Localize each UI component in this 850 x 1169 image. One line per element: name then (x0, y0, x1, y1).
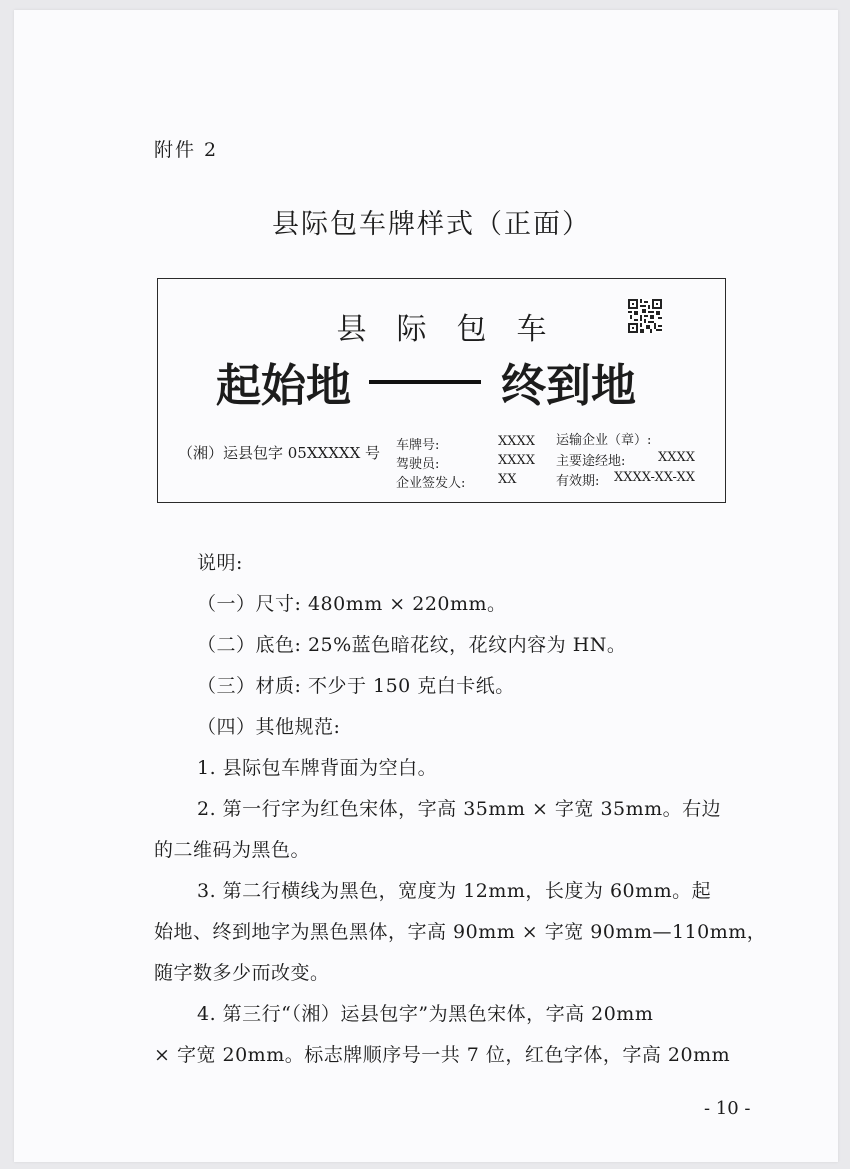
notes-heading: 说明: (197, 552, 243, 574)
note-line: 随字数多少而改变。 (154, 962, 330, 984)
validity-label: 有效期: (556, 474, 600, 489)
attachment-label: 附件 2 (154, 139, 219, 161)
page-number: - 10 - (704, 1098, 751, 1119)
qr-code-icon (628, 299, 662, 333)
issuer-label: 企业签发人: (396, 476, 466, 491)
note-line: 2. 第一行字为红色宋体，字高 35mm × 字宽 35mm。右边 (197, 798, 722, 820)
note-line: × 字宽 20mm。标志牌顺序号一共 7 位，红色字体，字高 20mm (154, 1044, 731, 1066)
route-value: XXXX (658, 450, 696, 465)
note-line: 始地、终到地字为黑色黑体，字高 90mm × 字宽 90mm—110mm， (154, 921, 767, 943)
note-line: （四）其他规范: (197, 716, 341, 738)
route-label: 主要途经地: (556, 454, 626, 469)
note-line: 的二维码为黑色。 (154, 839, 311, 861)
page-title: 县际包车牌样式（正面） (272, 209, 591, 240)
note-line: 1. 县际包车牌背面为空白。 (197, 757, 438, 779)
driver-value: XXXX (498, 453, 536, 468)
document-page (14, 10, 838, 1162)
note-line: （一）尺寸: 480mm × 220mm。 (197, 593, 507, 615)
plate-no-label: 车牌号: (396, 438, 440, 453)
permit-number: （湘）运县包字 05XXXXX 号 (178, 444, 381, 462)
company-label: 运输企业（章）: (556, 433, 652, 448)
destination-text: 终到地 (501, 359, 637, 412)
issuer-value: XX (498, 472, 517, 487)
plate-row1: 县际包车 (336, 312, 577, 347)
charter-plate-sample (157, 278, 726, 503)
note-line: 4. 第三行“（湘）运县包字”为黑色宋体，字高 20mm (197, 1003, 654, 1025)
note-line: （二）底色: 25%蓝色暗花纹，花纹内容为 HN。 (197, 634, 627, 656)
route-dash (369, 380, 481, 384)
plate-route-line (216, 349, 636, 414)
driver-label: 驾驶员: (396, 457, 440, 472)
note-line: 3. 第二行横线为黑色，宽度为 12mm，长度为 60mm。起 (197, 880, 712, 902)
origin-text: 起始地 (216, 359, 352, 412)
validity-value: XXXX-XX-XX (614, 470, 695, 485)
plate-no-value: XXXX (498, 434, 536, 449)
note-line: （三）材质: 不少于 150 克白卡纸。 (197, 675, 515, 697)
